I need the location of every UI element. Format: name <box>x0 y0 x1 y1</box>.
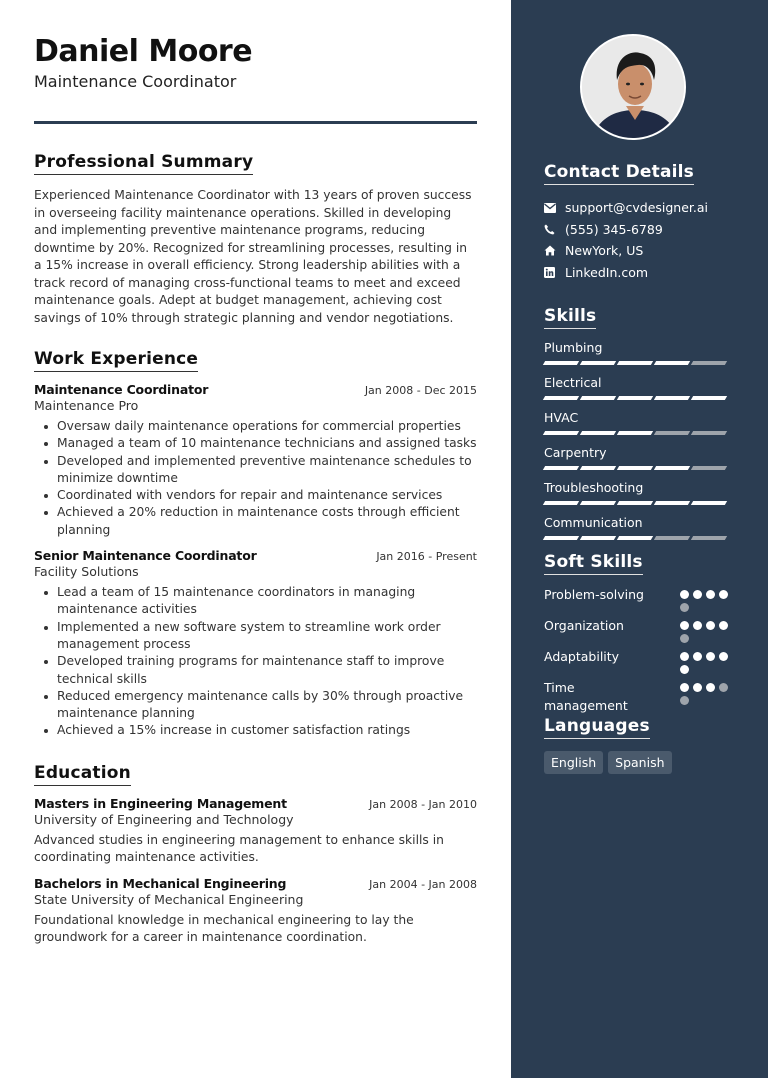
job-company: Maintenance Pro <box>34 398 139 413</box>
job-entry <box>34 548 477 740</box>
job-date: Jan 2016 - Present <box>376 550 477 564</box>
education-section <box>34 763 477 947</box>
rating-dot <box>706 621 715 630</box>
education-date: Jan 2008 - Jan 2010 <box>369 797 477 811</box>
list-item: Developed training programs for maintenance staff to improve technical skills <box>34 653 477 688</box>
soft-skill-rating <box>680 683 734 705</box>
skill-name: Troubleshooting <box>544 480 644 495</box>
rating-dot <box>719 590 728 599</box>
languages-section <box>544 716 734 774</box>
contact-title: Contact Details <box>544 162 694 185</box>
soft-skill-name: Problem-solving <box>544 587 644 602</box>
email-text: support@cvdesigner.ai <box>565 200 709 216</box>
list-item: Oversaw daily maintenance operations for commercial properties <box>34 418 477 435</box>
skill-level-segment <box>580 466 616 470</box>
job-title: Senior Maintenance Coordinator <box>34 548 257 564</box>
skill-item <box>544 375 734 400</box>
skill-name: Carpentry <box>544 445 607 460</box>
linkedin-text: LinkedIn.com <box>565 264 649 280</box>
education-title: Education <box>34 763 131 786</box>
contact-section <box>544 162 734 283</box>
skill-level-segment <box>654 396 690 400</box>
skill-level-segment <box>654 361 690 365</box>
skill-item <box>544 340 734 365</box>
experience-section <box>34 349 477 740</box>
soft-skill-rating <box>680 652 734 674</box>
skill-level-segment <box>617 501 653 505</box>
job-bullets <box>34 584 477 740</box>
rating-dot <box>680 696 689 705</box>
rating-dot <box>693 652 702 661</box>
skill-level-segment <box>543 466 579 470</box>
contact-email[interactable] <box>544 197 734 219</box>
skill-level-segment <box>617 431 653 435</box>
location-text: NewYork, US <box>565 243 644 259</box>
language-tag: Spanish <box>608 751 671 774</box>
candidate-role: Maintenance Coordinator <box>34 72 237 91</box>
list-item: Implemented a new software system to streamline work order management process <box>34 619 477 654</box>
summary-section <box>34 152 477 327</box>
soft-skill-rating <box>680 621 734 643</box>
rating-dot <box>719 683 728 692</box>
skill-level-bar <box>544 536 734 540</box>
skill-item <box>544 445 734 470</box>
degree-title: Bachelors in Mechanical Engineering <box>34 875 287 891</box>
skill-level-segment <box>543 396 579 400</box>
skill-item <box>544 410 734 435</box>
language-tag: English <box>544 751 603 774</box>
summary-text: Experienced Maintenance Coordinator with 13 years of proven success in overseeing facility maintenance operations. Skilled in developing and implementing preventive maintenance programs, reducing downtime by 20%. Recognized for streamlining processes, resulting in a 15% increase in overall efficiency. Strong leadership abilities with a track record of managing cross-functional teams to meet and exceed maintenance goals. Adept at budget management, achieving cost savings of 10% through strategic planning and vendor negotiations. <box>34 188 472 325</box>
list-item: Managed a team of 10 maintenance technicians and assigned tasks <box>34 435 477 452</box>
rating-dot <box>706 683 715 692</box>
avatar <box>580 34 686 140</box>
skill-level-bar <box>544 431 734 435</box>
skill-name: Communication <box>544 515 643 530</box>
rating-dot <box>680 634 689 643</box>
list-item: Lead a team of 15 maintenance coordinators in managing maintenance activities <box>34 584 477 619</box>
education-entry <box>34 876 477 947</box>
soft-skill-name: Adaptability <box>544 649 620 664</box>
list-item: Developed and implemented preventive maintenance schedules to minimize downtime <box>34 453 477 488</box>
soft-skills-section <box>544 552 734 714</box>
skill-level-segment <box>580 431 616 435</box>
list-item: Achieved a 15% increase in customer satisfaction ratings <box>34 722 477 739</box>
phone-icon <box>544 222 564 236</box>
skill-level-bar <box>544 501 734 505</box>
envelope-icon <box>544 201 564 215</box>
skill-item <box>544 515 734 540</box>
skill-level-bar <box>544 361 734 365</box>
skill-level-bar <box>544 466 734 470</box>
skill-level-segment <box>654 431 690 435</box>
skill-level-segment <box>691 466 727 470</box>
list-item: Coordinated with vendors for repair and maintenance services <box>34 487 477 504</box>
job-date: Jan 2008 - Dec 2015 <box>364 384 477 397</box>
contact-location <box>544 240 734 262</box>
soft-skill-rating <box>680 590 734 612</box>
rating-dot <box>693 683 702 692</box>
school-name: University of Engineering and Technology <box>34 811 294 827</box>
job-company: Facility Solutions <box>34 564 139 580</box>
degree-title: Masters in Engineering Management <box>34 795 287 811</box>
phone-text: (555) 345-6789 <box>565 221 663 237</box>
header-divider <box>34 121 477 124</box>
rating-dot <box>680 603 689 612</box>
job-bullets <box>34 418 477 539</box>
rating-dot <box>680 683 689 692</box>
skill-level-segment <box>691 536 727 540</box>
skill-level-segment <box>691 396 727 400</box>
rating-dot <box>680 652 689 661</box>
skill-level-segment <box>654 501 690 505</box>
job-title: Maintenance Coordinator <box>34 382 209 397</box>
education-description: Advanced studies in engineering management to enhance skills in coordinating maintenance activities. <box>34 832 444 865</box>
skills-section <box>544 306 734 550</box>
skill-name: HVAC <box>544 410 579 425</box>
rating-dot <box>680 590 689 599</box>
skill-level-segment <box>617 466 653 470</box>
skill-level-segment <box>691 501 727 505</box>
soft-skill-item <box>544 586 734 612</box>
soft-skills-title: Soft Skills <box>544 552 643 575</box>
rating-dot <box>680 665 689 674</box>
rating-dot <box>680 621 689 630</box>
skill-name: Electrical <box>544 375 602 390</box>
skill-level-segment <box>617 536 653 540</box>
soft-skill-item <box>544 617 734 643</box>
school-name: State University of Mechanical Engineering <box>34 891 304 907</box>
list-item: Achieved a 20% reduction in maintenance costs through efficient planning <box>34 504 477 539</box>
education-description: Foundational knowledge in mechanical engineering to lay the groundwork for a career in maintenance coordination. <box>34 912 414 945</box>
skill-level-segment <box>617 396 653 400</box>
education-entry <box>34 796 477 867</box>
skill-level-segment <box>580 361 616 365</box>
sidebar <box>511 0 768 1078</box>
soft-skill-item <box>544 648 734 674</box>
skill-level-segment <box>654 536 690 540</box>
soft-skill-name: Time management <box>544 680 628 713</box>
soft-skill-name: Organization <box>544 618 624 633</box>
list-item: Reduced emergency maintenance calls by 30% through proactive maintenance planning <box>34 688 477 723</box>
skills-title: Skills <box>544 306 596 329</box>
skill-level-segment <box>654 466 690 470</box>
avatar-portrait-icon <box>582 36 686 140</box>
skill-level-segment <box>543 501 579 505</box>
skill-name: Plumbing <box>544 340 603 355</box>
skill-level-segment <box>580 536 616 540</box>
summary-title: Professional Summary <box>34 152 253 175</box>
rating-dot <box>719 652 728 661</box>
candidate-name: Daniel Moore <box>34 34 253 69</box>
skill-level-segment <box>580 396 616 400</box>
skill-level-bar <box>544 396 734 400</box>
skill-item <box>544 480 734 505</box>
skill-level-segment <box>691 361 727 365</box>
contact-phone[interactable] <box>544 219 734 241</box>
experience-title: Work Experience <box>34 349 198 372</box>
skill-level-segment <box>617 361 653 365</box>
skill-level-segment <box>543 361 579 365</box>
rating-dot <box>693 621 702 630</box>
home-icon <box>544 244 564 258</box>
rating-dot <box>706 652 715 661</box>
skill-level-segment <box>580 501 616 505</box>
rating-dot <box>693 590 702 599</box>
skill-level-segment <box>543 431 579 435</box>
education-date: Jan 2004 - Jan 2008 <box>369 877 477 891</box>
linkedin-icon <box>544 265 564 279</box>
contact-linkedin[interactable] <box>544 262 734 284</box>
languages-title: Languages <box>544 716 650 739</box>
rating-dot <box>719 621 728 630</box>
soft-skill-item <box>544 679 734 714</box>
job-entry <box>34 382 477 539</box>
rating-dot <box>706 590 715 599</box>
skill-level-segment <box>691 431 727 435</box>
skill-level-segment <box>543 536 579 540</box>
